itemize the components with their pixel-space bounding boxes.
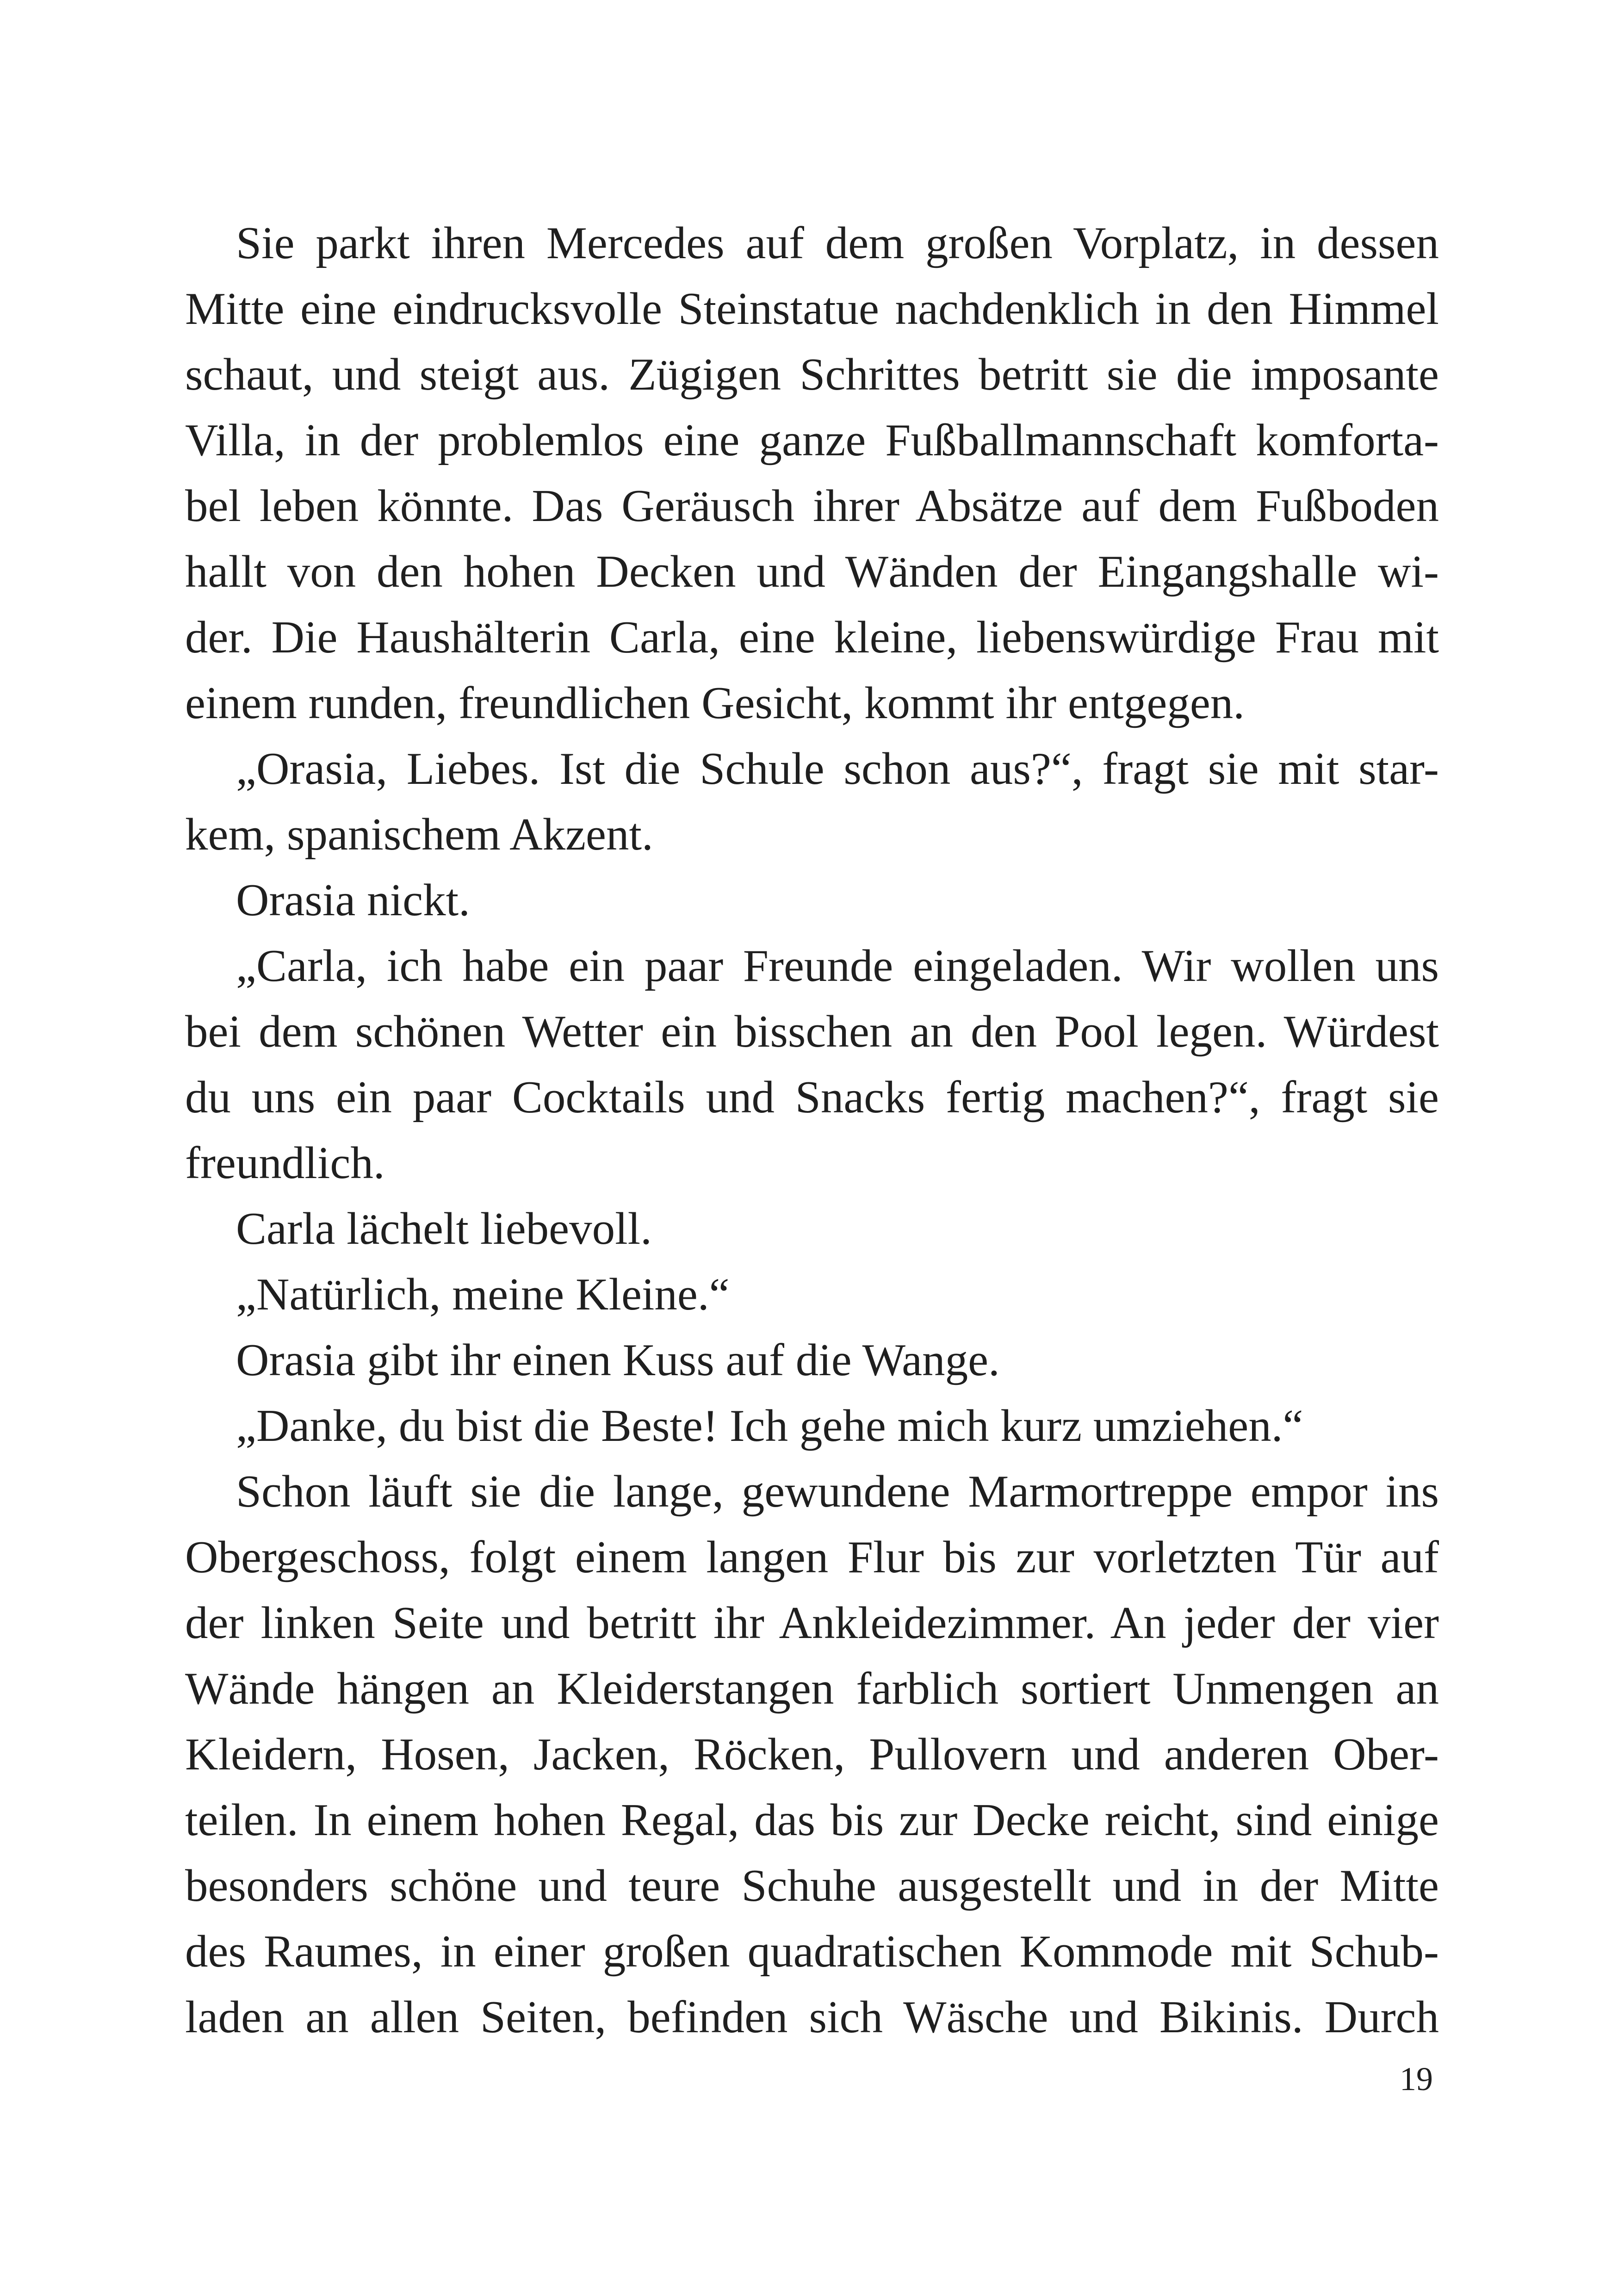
page-number: 19 xyxy=(1400,2060,1433,2097)
text-line: laden an allen Seiten, befinden sich Wäsche und Bikinis. Durch xyxy=(185,1992,1439,2042)
text-line: Wände hängen an Kleiderstangen farblich sortiert Unmengen an xyxy=(185,1663,1439,1714)
text-line: Obergeschoss, folgt einem langen Flur bis zur vorletzten Tür auf xyxy=(185,1532,1439,1582)
text-line: freundlich. xyxy=(185,1138,385,1188)
text-line: teilen. In einem hohen Regal, das bis zur Decke reicht, sind einige xyxy=(185,1795,1439,1845)
text-line: Carla lächelt liebevoll. xyxy=(236,1204,652,1254)
text-line: Sie parkt ihren Mercedes auf dem großen Vorplatz, in dessen xyxy=(236,218,1439,268)
text-line: des Raumes, in einer großen quadratischen Kommode mit Schub- xyxy=(185,1926,1439,1977)
text-line: bel leben könnte. Das Geräusch ihrer Absätze auf dem Fußboden xyxy=(185,481,1439,531)
text-line: Mitte eine eindrucksvolle Steinstatue nachdenklich in den Himmel xyxy=(185,284,1439,334)
text-line: der linken Seite und betritt ihr Ankleidezimmer. An jeder der vier xyxy=(185,1598,1439,1648)
text-line: Villa, in der problemlos eine ganze Fußballmannschaft komforta- xyxy=(185,415,1439,465)
text-line: der. Die Haushälterin Carla, eine kleine, liebenswürdige Frau mit xyxy=(185,612,1439,663)
text-line: besonders schöne und teure Schuhe ausgestellt und in der Mitte xyxy=(185,1861,1439,1911)
body-text xyxy=(185,211,1439,2050)
text-line: einem runden, freundlichen Gesicht, kommt ihr entgegen. xyxy=(185,678,1245,728)
text-line: Kleidern, Hosen, Jacken, Röcken, Pullovern und anderen Ober- xyxy=(185,1729,1439,1780)
text-line: Schon läuft sie die lange, gewundene Marmortreppe empor ins xyxy=(236,1466,1439,1517)
text-line: „Orasia, Liebes. Ist die Schule schon aus?“, fragt sie mit star- xyxy=(236,744,1439,794)
text-line: Orasia nickt. xyxy=(236,875,470,925)
text-line: „Natürlich, meine Kleine.“ xyxy=(236,1269,730,1320)
text-line: „Carla, ich habe ein paar Freunde eingeladen. Wir wollen uns xyxy=(236,941,1439,991)
text-line: du uns ein paar Cocktails und Snacks fertig machen?“, fragt sie xyxy=(185,1072,1439,1123)
text-line: bei dem schönen Wetter ein bisschen an den Pool legen. Würdest xyxy=(185,1006,1439,1057)
text-line: schaut, und steigt aus. Zügigen Schrittes betritt sie die imposante xyxy=(185,349,1439,400)
text-line: „Danke, du bist die Beste! Ich gehe mich kurz umziehen.“ xyxy=(236,1401,1303,1451)
text-line: Orasia gibt ihr einen Kuss auf die Wange. xyxy=(236,1335,1000,1385)
text-line: hallt von den hohen Decken und Wänden der Eingangshalle wi- xyxy=(185,546,1439,597)
text-line: kem, spanischem Akzent. xyxy=(185,809,653,860)
